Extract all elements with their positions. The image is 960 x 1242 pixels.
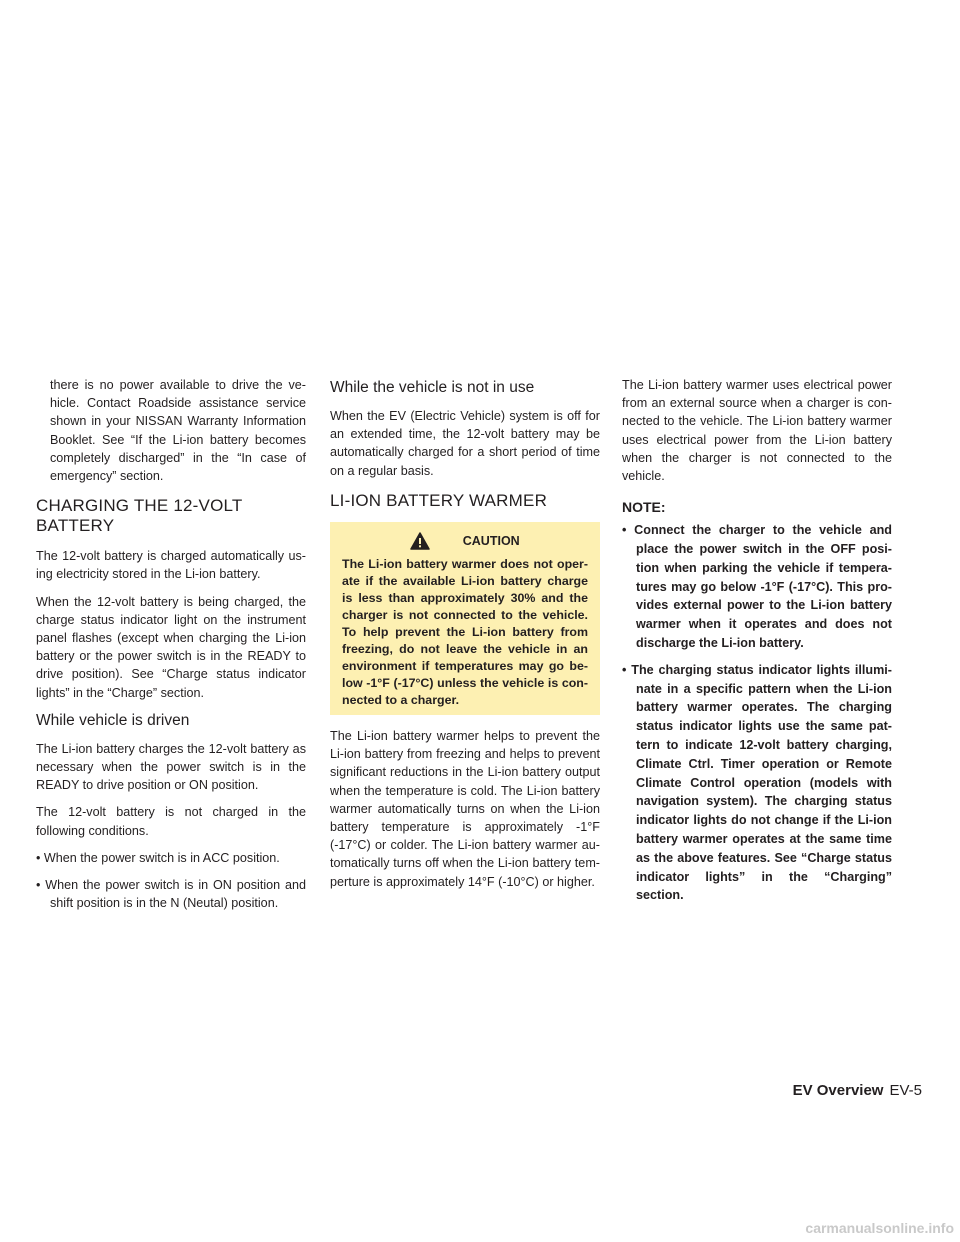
- paragraph: The Li-ion battery charges the 12-volt battery as necessary when the power switch is in the READY to drive position or ON position.: [36, 741, 306, 793]
- intro-paragraph: there is no power available to drive the ve-hicle. Contact Roadside assistance service shown in your NISSAN Warranty Information Booklet. See “If the Li-ion battery becomes completely discharged” in the “In case of emergency” section.: [50, 378, 306, 484]
- caution-title: CAUTION: [462, 533, 520, 548]
- heading-charging-12v: CHARGING THE 12-VOLT BATTERY: [36, 496, 243, 536]
- subheading-not-in-use: While the vehicle is not in use: [330, 379, 535, 396]
- paragraph: The Li-ion battery warmer uses electrical power from an external source when a charger is con-nected to the vehicle. The Li-ion battery warmer uses electrical power from the Li-ion battery when the charger is not connected to the vehicle.: [622, 378, 892, 484]
- bullet-item: • When the power switch is in ON position and shift position is in the N (Neutal) position.: [36, 878, 306, 911]
- caution-box: [330, 522, 600, 715]
- column-left: [36, 376, 306, 921]
- warning-triangle-icon: [410, 532, 430, 550]
- paragraph: When the EV (Electric Vehicle) system is off for an extended time, the 12-volt battery may be automatically charged for a short period of time on a regular basis.: [330, 409, 600, 478]
- paragraph: The Li-ion battery warmer helps to prevent the Li-ion battery from freezing and helps to prevent significant reductions in the Li-ion battery output when the temperature is cold. The Li-ion battery warmer automatically turns on when the Li-ion battery temperature is approximately -1°F (-17°C) or colder. The Li-ion battery warmer au-tomatically turns off when the Li-ion battery tem-perture is approximately 14°F (-10°C) or higher.: [330, 729, 600, 889]
- caution-text: The Li-ion battery warmer does not oper-ate if the available Li-ion battery charge is less than approximately 30% and the charger is not connected to the vehicle. To help prevent the Li-ion battery from freezing, do not leave the vehicle in an environment if temperatures may go be-low -1°F (-17°C) unless the vehicle is con-nected to a charger.: [342, 557, 588, 708]
- paragraph: The 12-volt battery is not charged in the following conditions.: [36, 805, 306, 838]
- column-right: [622, 376, 892, 913]
- page-footer: [793, 1082, 922, 1099]
- note-title: NOTE:: [622, 499, 666, 516]
- column-middle: [330, 376, 600, 900]
- paragraph: When the 12-volt battery is being charged, the charge status indicator light on the instrument panel flashes (except when charging the Li-ion battery or the power switch is in the READY to drive position). See “Charge status indicator lights” in the “Charge” section.: [36, 594, 306, 700]
- watermark: carmanualsonline.info: [805, 1220, 954, 1236]
- note-item: • Connect the charger to the vehicle and place the power switch in the OFF posi-tion when parking the vehicle if tempera-tures may go below -1°F (-17°C). This pro-vides external power to the Li-ion battery warmer when it operates and does not discharge the Li-ion battery.: [622, 523, 892, 650]
- page-number: EV-5: [889, 1082, 922, 1099]
- heading-battery-warmer: LI-ION BATTERY WARMER: [330, 490, 548, 510]
- note-item: • The charging status indicator lights illumi-nate in a specific pattern when the Li-ion battery warmer operates. The charging status indicator lights use the same pat-tern to indicate 12-volt battery charging, Climate Ctrl. Timer operation or Remote Climate Control operation (models with navigation system). The charging status indicator lights do not change if the Li-ion battery warmer operates at the same time as the above features. See “Charge status indicator lights” in the “Charging” section.: [622, 662, 892, 903]
- subheading-while-driven: While vehicle is driven: [36, 711, 190, 729]
- caution-header: [342, 532, 588, 550]
- bullet-item: • When the power switch is in ACC position.: [36, 850, 280, 865]
- paragraph: The 12-volt battery is charged automatically us-ing electricity stored in the Li-ion battery.: [36, 549, 306, 582]
- footer-section-title: EV Overview: [792, 1082, 884, 1099]
